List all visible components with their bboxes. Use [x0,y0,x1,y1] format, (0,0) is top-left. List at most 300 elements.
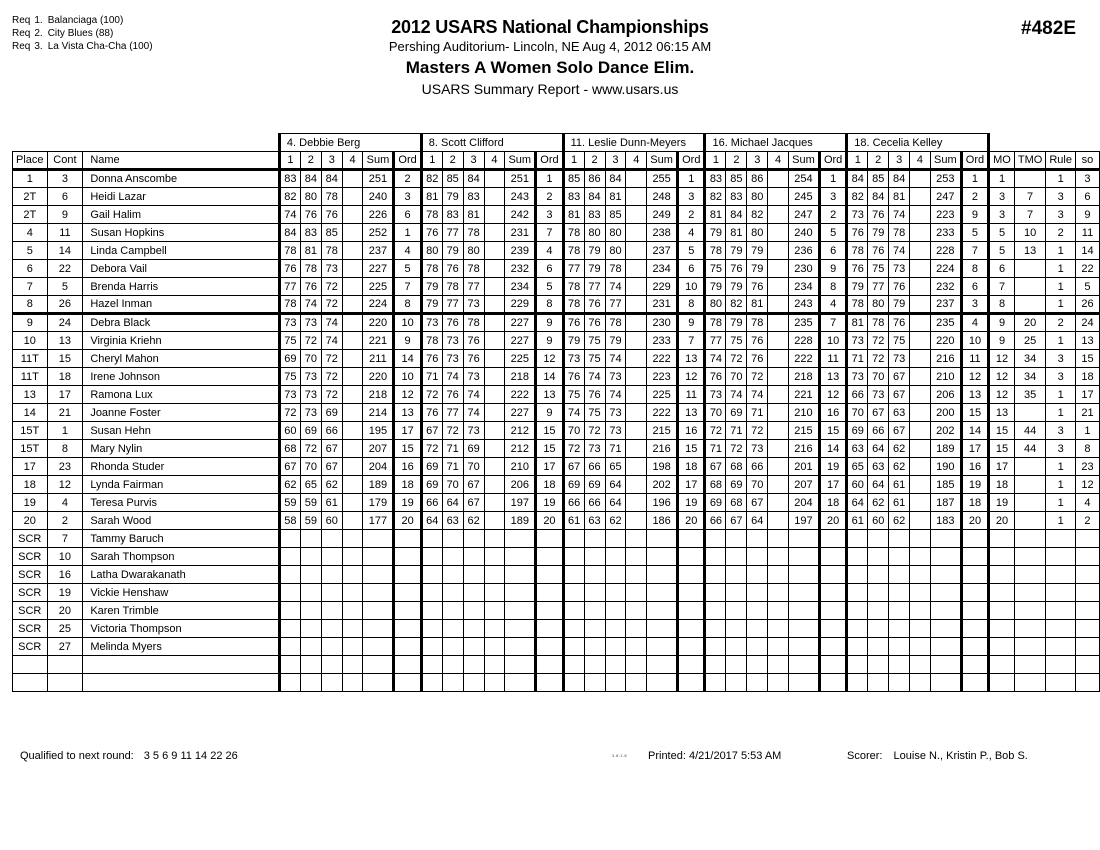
cell-judge1-sum [505,584,536,602]
table-row[interactable] [13,404,1100,422]
table-row[interactable] [13,296,1100,314]
cell-judge3-3: 80 [747,224,768,242]
cell-judge2-4 [626,386,647,404]
col-header-judge2-4: 4 [626,152,647,170]
cell-judge4-3: 74 [889,206,910,224]
cell-judge4-ord: 10 [961,332,988,350]
col-header-name: Name [83,152,280,170]
cell-judge3-ord: 18 [819,494,846,512]
requirement-label: Req [12,41,31,52]
cell-judge2-sum [647,566,678,584]
cell-judge3-1 [705,674,726,692]
cell-judge4-ord: 20 [961,512,988,530]
cell-judge4-3: 67 [889,422,910,440]
col-header-judge1-1: 1 [421,152,442,170]
cell-so: 1 [1075,422,1099,440]
scorer-info [847,750,1028,762]
cell-name: Donna Anscombe [83,170,280,188]
cell-judge2-4 [626,188,647,206]
cell-judge3-4 [768,278,789,296]
cell-judge2-2: 63 [584,512,605,530]
cell-judge0-4 [342,530,363,548]
cell-judge1-4 [484,332,505,350]
cell-judge2-2: 74 [584,368,605,386]
cell-judge0-sum: 179 [363,494,394,512]
cell-judge2-ord [678,584,705,602]
cell-name: Rhonda Studer [83,458,280,476]
cell-tmo [1014,494,1045,512]
cell-judge4-sum: 253 [930,170,961,188]
cell-judge0-sum: 251 [363,170,394,188]
cell-judge4-ord: 5 [961,224,988,242]
cell-judge3-4 [768,242,789,260]
cell-judge4-4 [910,548,931,566]
cell-judge0-sum [363,530,394,548]
table-body [13,170,1100,692]
cell-judge4-3: 62 [889,512,910,530]
cell-judge4-4 [910,602,931,620]
cell-judge0-4 [342,278,363,296]
cell-so [1075,638,1099,656]
table-row[interactable] [13,170,1100,188]
cell-judge3-ord [819,620,846,638]
cell-judge2-4 [626,512,647,530]
cell-judge2-4 [626,224,647,242]
cell-judge4-sum: 187 [930,494,961,512]
table-row[interactable] [13,458,1100,476]
cell-tmo: 44 [1014,440,1045,458]
cell-judge2-1 [563,602,584,620]
cell-rule: 1 [1046,386,1076,404]
cell-judge1-3: 78 [463,260,484,278]
cell-judge2-ord: 10 [678,278,705,296]
cell-judge1-ord [536,602,563,620]
cell-judge0-2: 73 [300,404,321,422]
cell-judge1-ord: 17 [536,458,563,476]
cell-judge1-1: 80 [421,242,442,260]
cell-judge1-4 [484,350,505,368]
cell-judge3-sum [788,602,819,620]
cell-judge2-2: 79 [584,242,605,260]
cell-so: 9 [1075,206,1099,224]
cell-judge3-3: 72 [747,368,768,386]
table-row[interactable] [13,206,1100,224]
judge-header-row [13,134,1100,152]
cell-judge1-3: 78 [463,224,484,242]
cell-judge3-ord: 13 [819,368,846,386]
cell-judge0-sum: 240 [363,188,394,206]
cell-mo: 3 [989,206,1015,224]
cell-judge3-4 [768,332,789,350]
cell-judge1-sum [505,530,536,548]
cell-tmo [1014,530,1045,548]
cell-mo [989,548,1015,566]
cell-name: Linda Campbell [83,242,280,260]
cell-judge4-2: 76 [868,242,889,260]
cell-judge2-sum [647,620,678,638]
table-row[interactable] [13,602,1100,620]
cell-judge3-4 [768,530,789,548]
cell-judge1-3: 73 [463,422,484,440]
cell-judge1-sum: 222 [505,386,536,404]
cell-tmo [1014,656,1045,674]
cell-judge2-3 [605,530,626,548]
cell-judge4-3 [889,566,910,584]
cell-judge0-2 [300,530,321,548]
cell-judge4-1: 61 [847,512,868,530]
cell-cont: 13 [47,332,83,350]
cell-judge4-sum [930,530,961,548]
cell-judge2-3: 74 [605,350,626,368]
cell-judge0-2 [300,656,321,674]
cell-judge4-2: 72 [868,332,889,350]
cell-judge1-ord [536,584,563,602]
cell-judge2-ord [678,566,705,584]
cell-judge3-sum: 210 [788,404,819,422]
cell-cont: 27 [47,638,83,656]
cell-judge0-sum: 225 [363,278,394,296]
cell-judge0-sum: 220 [363,368,394,386]
cell-judge4-ord: 4 [961,314,988,332]
table-row[interactable] [13,350,1100,368]
cell-judge3-4 [768,188,789,206]
cell-judge3-1: 78 [705,242,726,260]
table-row[interactable] [13,386,1100,404]
col-header-judge4-3: 3 [889,152,910,170]
cell-judge1-1: 64 [421,512,442,530]
cell-place [13,674,48,692]
cell-judge1-ord: 15 [536,422,563,440]
cell-rule: 1 [1046,260,1076,278]
cell-judge0-sum [363,656,394,674]
cell-judge4-1: 79 [847,278,868,296]
cell-name [83,656,280,674]
cell-judge1-4 [484,296,505,314]
col-header-judge1-sum: Sum [505,152,536,170]
cell-judge2-3: 73 [605,368,626,386]
cell-judge4-2: 60 [868,512,889,530]
col-header-judge4-ord: Ord [961,152,988,170]
cell-judge2-4 [626,350,647,368]
judge-header-spacer-tmo [1014,134,1045,152]
cell-judge3-sum [788,638,819,656]
cell-judge3-2 [726,584,747,602]
cell-judge0-sum [363,674,394,692]
table-row[interactable] [13,638,1100,656]
table-row[interactable] [13,674,1100,692]
cell-judge3-4 [768,350,789,368]
cell-judge2-sum: 249 [647,206,678,224]
cell-judge1-4 [484,314,505,332]
table-row[interactable] [13,242,1100,260]
table-row[interactable] [13,620,1100,638]
cell-judge1-ord: 5 [536,278,563,296]
cell-rule: 2 [1046,224,1076,242]
cell-judge1-3: 69 [463,440,484,458]
cell-judge3-sum: 222 [788,350,819,368]
cell-judge0-4 [342,638,363,656]
cell-judge0-1: 78 [279,296,300,314]
cell-judge2-2: 66 [584,494,605,512]
cell-judge1-sum: 197 [505,494,536,512]
cell-judge2-ord: 13 [678,404,705,422]
cell-judge2-4 [626,314,647,332]
cell-judge3-1: 78 [705,314,726,332]
cell-judge1-4 [484,170,505,188]
cell-judge0-4 [342,350,363,368]
table-row[interactable] [13,512,1100,530]
cell-judge4-1: 71 [847,350,868,368]
cell-judge2-1: 75 [563,386,584,404]
cell-judge1-4 [484,206,505,224]
cell-judge1-4 [484,386,505,404]
cell-judge3-2 [726,602,747,620]
cell-judge0-sum: 218 [363,386,394,404]
cell-judge1-2: 70 [442,476,463,494]
cell-judge0-4 [342,440,363,458]
cell-so [1075,530,1099,548]
cell-judge3-3 [747,656,768,674]
cell-judge4-sum [930,638,961,656]
cell-tmo [1014,548,1045,566]
cell-judge3-sum: 221 [788,386,819,404]
cell-judge3-4 [768,224,789,242]
cell-judge2-2 [584,566,605,584]
cell-judge0-2: 78 [300,260,321,278]
cell-judge1-1: 79 [421,296,442,314]
cell-judge3-sum: 247 [788,206,819,224]
cell-judge3-ord: 8 [819,278,846,296]
cell-judge1-sum: 239 [505,242,536,260]
judge-header-1: 8. Scott Clifford [421,134,563,152]
cell-judge0-sum [363,602,394,620]
cell-judge3-sum: 216 [788,440,819,458]
cell-judge1-3 [463,620,484,638]
cell-judge2-3: 78 [605,314,626,332]
cell-judge3-4 [768,458,789,476]
cell-judge2-ord: 13 [678,350,705,368]
cell-judge0-3 [321,548,342,566]
cell-judge3-1: 68 [705,476,726,494]
cell-judge2-4 [626,584,647,602]
table-row[interactable] [13,530,1100,548]
cell-judge3-ord: 9 [819,260,846,278]
col-header-judge4-2: 2 [868,152,889,170]
cell-judge3-2 [726,656,747,674]
table-row[interactable] [13,476,1100,494]
cell-judge4-1: 73 [847,368,868,386]
cell-tmo [1014,566,1045,584]
cell-judge0-ord: 13 [394,404,421,422]
cell-judge4-1 [847,620,868,638]
cell-judge4-ord: 1 [961,170,988,188]
competition-title: 2012 USARS National Championships [391,17,709,37]
cell-judge1-3 [463,656,484,674]
cell-judge1-sum: 243 [505,188,536,206]
table-row[interactable] [13,188,1100,206]
cell-place: SCR [13,584,48,602]
cell-judge2-2: 86 [584,170,605,188]
cell-judge1-sum: 212 [505,422,536,440]
cell-judge3-4 [768,566,789,584]
cell-judge0-sum [363,620,394,638]
cell-judge3-3 [747,584,768,602]
cell-judge4-3: 62 [889,440,910,458]
cell-judge2-4 [626,206,647,224]
cell-judge0-1: 62 [279,476,300,494]
cell-judge0-3: 67 [321,440,342,458]
cell-judge2-3 [605,566,626,584]
table-row[interactable] [13,422,1100,440]
cell-judge1-3: 83 [463,188,484,206]
table-row[interactable] [13,332,1100,350]
cell-so: 26 [1075,296,1099,314]
cell-judge1-2 [442,602,463,620]
cell-judge2-ord [678,530,705,548]
cell-name: Debra Black [83,314,280,332]
cell-judge4-1 [847,638,868,656]
cell-judge2-ord: 19 [678,494,705,512]
cell-judge1-1: 69 [421,476,442,494]
cell-place: SCR [13,638,48,656]
cell-judge2-2: 76 [584,296,605,314]
cell-judge1-4 [484,404,505,422]
cell-judge1-2: 83 [442,206,463,224]
table-row[interactable] [13,314,1100,332]
cell-judge4-ord [961,566,988,584]
cell-judge4-1: 76 [847,260,868,278]
printed-info [648,750,781,762]
cell-judge4-2: 80 [868,296,889,314]
cell-judge2-ord [678,656,705,674]
cell-judge0-ord: 4 [394,242,421,260]
cell-judge3-2: 79 [726,278,747,296]
cell-rule [1046,584,1076,602]
cell-judge3-1 [705,638,726,656]
cell-judge2-1 [563,566,584,584]
cell-judge1-sum [505,638,536,656]
cell-judge2-2: 75 [584,332,605,350]
cell-name: Teresa Purvis [83,494,280,512]
cell-judge2-sum [647,548,678,566]
cell-judge1-2 [442,584,463,602]
cell-judge0-ord [394,566,421,584]
cell-judge4-sum [930,620,961,638]
cell-rule [1046,548,1076,566]
cell-name: Gail Halim [83,206,280,224]
cell-judge1-1: 67 [421,422,442,440]
cell-judge4-3: 63 [889,404,910,422]
table-row[interactable] [13,566,1100,584]
cell-judge2-1 [563,548,584,566]
results-table [12,133,1100,692]
table-row[interactable] [13,260,1100,278]
cell-so [1075,548,1099,566]
cell-judge0-ord [394,674,421,692]
cell-judge0-3: 72 [321,386,342,404]
cell-mo: 9 [989,314,1015,332]
cell-judge2-3 [605,674,626,692]
table-row[interactable] [13,548,1100,566]
table-row[interactable] [13,494,1100,512]
table-row[interactable] [13,278,1100,296]
cell-judge3-2: 70 [726,368,747,386]
judge-header-0: 4. Debbie Berg [279,134,421,152]
cell-judge1-1 [421,638,442,656]
cell-judge0-ord: 15 [394,440,421,458]
cell-so: 12 [1075,476,1099,494]
cell-judge0-4 [342,170,363,188]
cell-judge4-3 [889,584,910,602]
cell-judge1-2 [442,566,463,584]
cell-judge0-1 [279,584,300,602]
judge-header-spacer-mo [989,134,1015,152]
cell-judge0-4 [342,512,363,530]
table-row[interactable] [13,440,1100,458]
cell-rule [1046,638,1076,656]
cell-judge0-2: 76 [300,206,321,224]
cell-judge4-4 [910,314,931,332]
cell-judge4-ord: 6 [961,278,988,296]
cell-judge1-ord [536,674,563,692]
cell-judge1-3: 70 [463,458,484,476]
cell-judge3-ord: 10 [819,332,846,350]
cell-cont: 21 [47,404,83,422]
cell-judge2-sum: 216 [647,440,678,458]
cell-judge4-2: 77 [868,278,889,296]
col-header-judge0-1: 1 [279,152,300,170]
cell-judge1-1: 76 [421,224,442,242]
cell-judge4-4 [910,350,931,368]
table-row[interactable] [13,224,1100,242]
cell-judge0-2: 70 [300,350,321,368]
cell-judge1-ord: 9 [536,314,563,332]
cell-judge1-4 [484,566,505,584]
cell-rule [1046,602,1076,620]
cell-judge0-3: 84 [321,170,342,188]
scorer-value: Louise N., Kristin P., Bob S. [893,750,1028,762]
cell-judge0-sum: 189 [363,476,394,494]
cell-judge4-ord: 18 [961,494,988,512]
cell-place: 18 [13,476,48,494]
cell-judge4-3: 76 [889,278,910,296]
cell-judge4-3 [889,620,910,638]
cell-judge4-3: 61 [889,476,910,494]
col-header-judge1-2: 2 [442,152,463,170]
table-row[interactable] [13,656,1100,674]
cell-judge3-2: 72 [726,350,747,368]
cell-judge3-3: 82 [747,206,768,224]
table-row[interactable] [13,584,1100,602]
cell-judge0-1: 84 [279,224,300,242]
cell-rule: 3 [1046,206,1076,224]
cell-judge4-sum [930,674,961,692]
cell-judge0-3: 72 [321,368,342,386]
cell-judge1-3: 67 [463,494,484,512]
cell-judge4-sum: 235 [930,314,961,332]
cell-judge3-4 [768,260,789,278]
cell-place: 6 [13,260,48,278]
cell-judge2-1: 78 [563,296,584,314]
cell-judge4-sum [930,656,961,674]
cell-judge0-ord [394,656,421,674]
cell-judge1-1 [421,656,442,674]
cell-judge0-1 [279,674,300,692]
cell-judge1-ord: 19 [536,494,563,512]
cell-judge2-2: 75 [584,404,605,422]
cell-tmo: 13 [1014,242,1045,260]
table-row[interactable] [13,368,1100,386]
